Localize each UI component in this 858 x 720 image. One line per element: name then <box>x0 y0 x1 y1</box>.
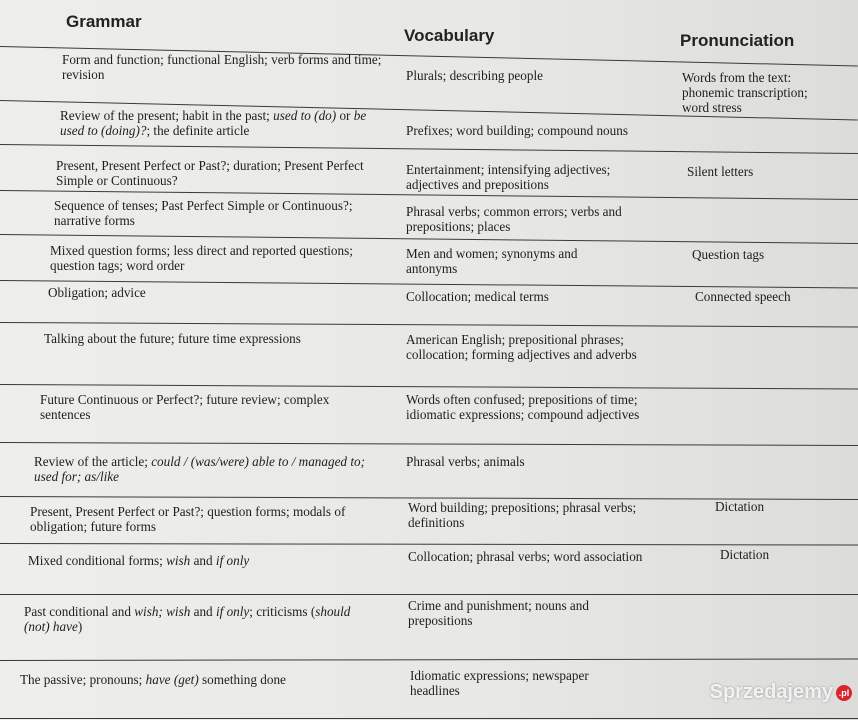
grammar-text: Review of the present; habit in the past; <box>60 108 274 123</box>
row-divider <box>0 384 858 389</box>
row-divider <box>0 543 858 545</box>
grammar-italic: wish <box>166 553 191 568</box>
pronunciation-cell: Question tags <box>692 247 765 262</box>
grammar-text: The passive; pronouns; <box>20 672 146 687</box>
vocabulary-cell: Crime and punishment; nouns and prepositions <box>408 598 589 628</box>
grammar-text: Review of the article; <box>34 454 152 469</box>
grammar-cell <box>28 553 368 568</box>
grammar-cell <box>60 108 380 138</box>
grammar-italic: if only <box>215 553 250 568</box>
grammar-italic: could / (was/were) able to / managed to; used for; as/like <box>34 454 365 484</box>
pronunciation-cell: Connected speech <box>695 289 791 304</box>
grammar-cell: Obligation; advice <box>48 285 146 300</box>
grammar-text: ; criticisms ( <box>249 604 316 619</box>
grammar-cell: Sequence of tenses; Past Perfect Simple or Continuous?; narrative forms <box>54 198 353 228</box>
header-grammar: Grammar <box>66 12 142 31</box>
vocabulary-cell: American English; prepositional phrases; collocation; forming adjectives and adverbs <box>406 332 637 362</box>
grammar-cell: Mixed question forms; less direct and reported questions; question tags; word order <box>50 243 353 273</box>
grammar-cell <box>20 672 350 687</box>
header-pronunciation: Pronunciation <box>680 31 795 50</box>
grammar-text: and <box>190 553 216 568</box>
vocabulary-cell: Men and women; synonyms and antonyms <box>406 246 578 276</box>
vocabulary-cell: Collocation; medical terms <box>406 289 549 304</box>
vocabulary-cell: Word building; prepositions; phrasal verbs; definitions <box>408 500 637 530</box>
vocabulary-cell: Collocation; phrasal verbs; word association <box>408 549 643 564</box>
grammar-italic: should (not) have <box>24 604 351 634</box>
row-divider <box>0 659 858 661</box>
grammar-cell: Present, Present Perfect or Past?; question forms; modals of obligation; future forms <box>30 504 346 534</box>
grammar-text: Past conditional and <box>24 604 135 619</box>
row-divider <box>0 594 858 595</box>
grammar-cell <box>34 454 374 484</box>
grammar-cell <box>24 604 354 634</box>
vocabulary-cell: Words often confused; prepositions of time; idiomatic expressions; compound adjectives <box>406 392 640 422</box>
grammar-text: Mixed conditional forms; <box>28 553 167 568</box>
grammar-italic: if only <box>215 604 250 619</box>
vocabulary-cell: Prefixes; word building; compound nouns <box>406 123 628 138</box>
grammar-text: ; the definite article <box>146 123 250 138</box>
grammar-cell: Future Continuous or Perfect?; future review; complex sentences <box>40 392 330 422</box>
grammar-text: ) <box>77 619 83 634</box>
pronunciation-cell: Dictation <box>720 547 770 562</box>
vocabulary-cell: Plurals; describing people <box>406 68 543 83</box>
grammar-italic: be used to (doing)? <box>60 108 367 138</box>
vocabulary-cell: Phrasal verbs; common errors; verbs and prepositions; places <box>406 204 622 234</box>
grammar-text: and <box>190 604 216 619</box>
watermark-badge: .pl <box>836 685 852 701</box>
vocabulary-cell: Entertainment; intensifying adjectives; adjectives and prepositions <box>406 162 611 192</box>
grammar-italic: wish; wish <box>134 604 191 619</box>
watermark-text: Sprzedajemy <box>709 681 833 703</box>
vocabulary-cell: Idiomatic expressions; newspaper headlines <box>410 668 589 698</box>
grammar-text: something done <box>198 672 286 687</box>
row-divider <box>0 322 858 327</box>
grammar-italic: have (get) <box>145 672 199 687</box>
header-vocabulary: Vocabulary <box>404 26 495 45</box>
pronunciation-cell: Silent letters <box>687 164 754 179</box>
row-divider <box>0 442 858 446</box>
grammar-cell: Present, Present Perfect or Past?; duration; Present Perfect Simple or Continuous? <box>56 158 364 188</box>
site-watermark <box>710 681 852 704</box>
vocabulary-cell: Phrasal verbs; animals <box>406 454 525 469</box>
grammar-cell: Form and function; functional English; verb forms and time; revision <box>62 52 382 82</box>
row-divider <box>0 144 858 154</box>
row-divider <box>0 718 858 719</box>
pronunciation-cell: Dictation <box>715 499 765 514</box>
grammar-text: or <box>336 108 354 123</box>
grammar-italic: used to (do) <box>273 108 337 123</box>
pronunciation-cell: Words from the text: phonemic transcription; word stress <box>682 70 808 115</box>
grammar-cell: Talking about the future; future time expressions <box>44 331 301 346</box>
